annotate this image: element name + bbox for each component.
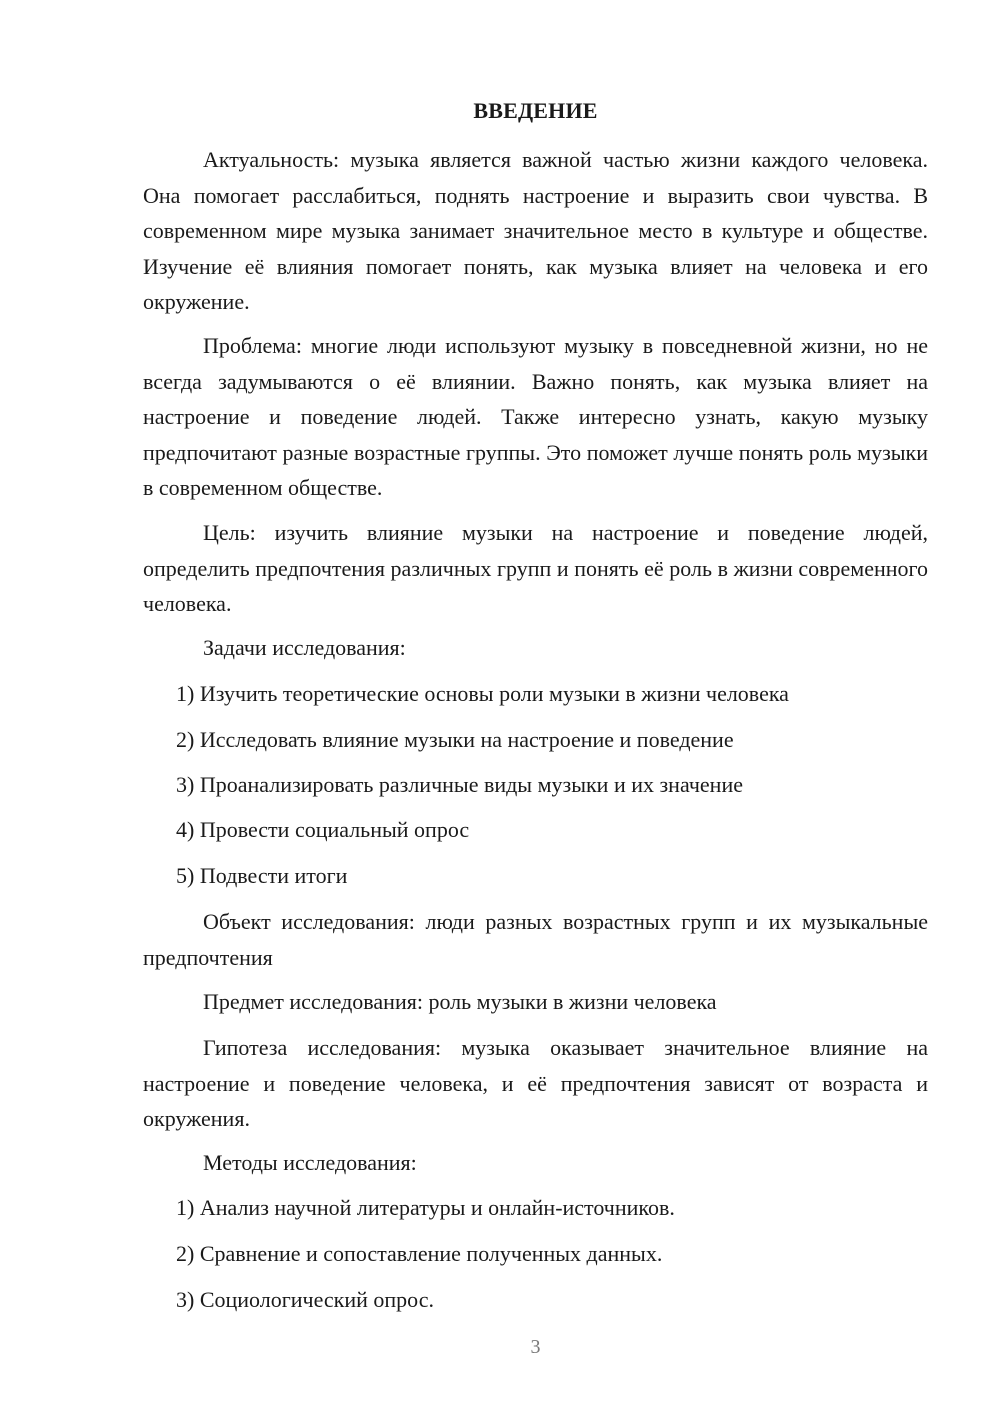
methods-heading: Методы исследования:: [203, 1150, 417, 1175]
list-item-task-4: 4) Провести социальный опрос: [176, 817, 470, 842]
document-page: [143, 0, 928, 1414]
paragraph-subject: Предмет исследования: роль музыки в жизни человека: [203, 989, 717, 1014]
tasks-heading: Задачи исследования:: [203, 635, 406, 660]
list-item-method-1: 1) Анализ научной литературы и онлайн-источников.: [176, 1195, 675, 1220]
list-item-task-1: 1) Изучить теоретические основы роли музыки в жизни человека: [176, 681, 789, 706]
list-item-method-2: 2) Сравнение и сопоставление полученных данных.: [176, 1241, 663, 1266]
list-item-task-5: 5) Подвести итоги: [176, 863, 348, 888]
paragraph-goal: Цель: изучить влияние музыки на настроение и поведение людей, определить предпочтения различных групп и понять её роль в жизни современного человека.: [143, 520, 928, 616]
paragraph-problem: Проблема: многие люди используют музыку в повседневной жизни, но не всегда задумываются о её влиянии. Важно понять, как музыка влияет на настроение и поведение людей. Также интересно узнать, какую музыку предпочитают разные возрастные группы. Это поможет лучше понять роль музыки в современном обществе.: [143, 333, 928, 500]
page-title: ВВЕДЕНИЕ: [473, 98, 598, 123]
page-number: 3: [530, 1336, 541, 1358]
list-item-task-3: 3) Проанализировать различные виды музыки и их значение: [176, 772, 743, 797]
paragraph-object: Объект исследования: люди разных возрастных групп и их музыкальные предпочтения: [143, 909, 928, 970]
list-item-task-2: 2) Исследовать влияние музыки на настроение и поведение: [176, 727, 734, 752]
paragraph-relevance: Актуальность: музыка является важной частью жизни каждого человека. Она помогает расслабиться, поднять настроение и выразить свои чувства. В современном мире музыка занимает значительное место в культуре и обществе. Изучение её влияния помогает понять, как музыка влияет на человека и его окружение.: [143, 147, 928, 314]
list-item-method-3: 3) Социологический опрос.: [176, 1287, 434, 1312]
paragraph-hypothesis: Гипотеза исследования: музыка оказывает значительное влияние на настроение и поведение человека, и её предпочтения зависят от возраста и окружения.: [143, 1035, 928, 1131]
